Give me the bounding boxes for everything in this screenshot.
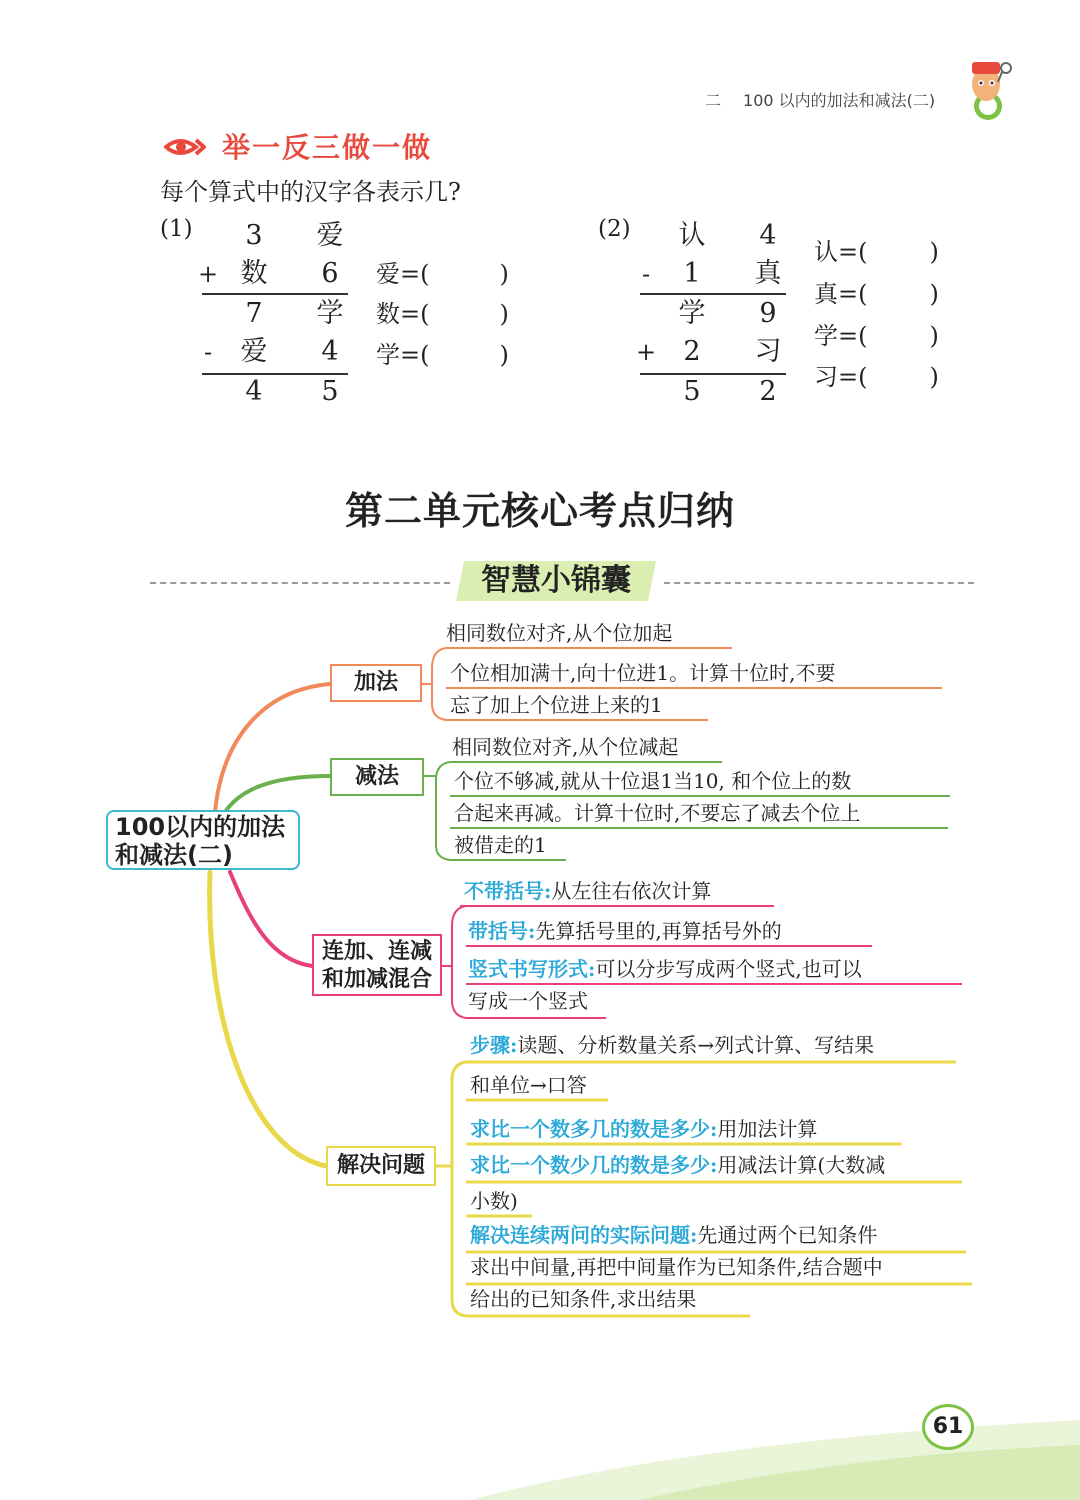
leaf-text	[470, 1032, 874, 1058]
leaf-text: 相同数位对齐,从个位加起	[446, 621, 673, 645]
p1-digit: 6	[321, 258, 339, 289]
leaf-keyword: 带括号:	[468, 919, 536, 943]
problem-1-label: (1)	[160, 216, 193, 242]
leaf-body: 读题、分析数量关系→列式计算、写结果	[517, 1033, 875, 1057]
answer-close: )	[929, 280, 939, 308]
leaf-body: 从左往右依次计算	[551, 879, 712, 903]
p1-digit: 爱	[316, 220, 344, 251]
p2-digit: 4	[759, 220, 777, 251]
p1-op: -	[203, 338, 213, 366]
leaf-text	[470, 1116, 817, 1142]
leaf-text: 被借走的1	[454, 833, 547, 857]
answer-label: 学=(	[814, 322, 868, 350]
node-addition: 加法	[330, 664, 422, 702]
p1-digit: 3	[245, 220, 263, 251]
answer-close: )	[499, 260, 509, 288]
leaf-body: 可以分步写成两个竖式,也可以	[595, 957, 862, 981]
leaf-body: 先通过两个已知条件	[697, 1223, 878, 1247]
node-subtraction: 减法	[330, 758, 424, 796]
answer-close: )	[929, 363, 939, 391]
leaf-text: 求出中间量,再把中间量作为已知条件,结合题中	[470, 1255, 883, 1279]
p1-digit: 5	[321, 376, 339, 407]
p2-digit: 认	[678, 220, 706, 251]
leaf-text: 个位不够减,就从十位退1当10, 和个位上的数	[454, 769, 852, 793]
p2-op: +	[636, 338, 657, 366]
leaf-text	[464, 878, 711, 904]
footer-wave	[0, 1400, 1080, 1500]
p2-digit: 真	[754, 258, 782, 289]
banner-title: 智慧小锦囊	[481, 563, 631, 598]
p2-digit: 学	[678, 298, 706, 329]
leaf-keyword: 解决连续两问的实际问题:	[470, 1223, 698, 1247]
leaf-keyword: 竖式书写形式:	[468, 957, 596, 981]
node-mixed-operations	[312, 934, 442, 996]
p1-digit: 爱	[240, 336, 268, 367]
p1-digit: 数	[240, 258, 268, 289]
leaf-text: 给出的已知条件,求出结果	[470, 1287, 697, 1311]
leaf-text: 写成一个竖式	[468, 989, 588, 1013]
p2-digit: 5	[683, 376, 701, 407]
section-title: 举一反三做一做	[222, 131, 433, 164]
answer-label: 爱=(	[376, 260, 430, 288]
root-line-1: 100以内的加法	[115, 813, 286, 841]
leaf-keyword: 求比一个数多几的数是多少:	[470, 1117, 718, 1141]
node-line: 和加减混合	[321, 967, 432, 992]
page-number: 61	[922, 1404, 974, 1450]
p2-digit: 2	[683, 336, 701, 367]
answer-label: 习=(	[814, 363, 868, 391]
leaf-text	[470, 1152, 885, 1178]
answer-close: )	[929, 322, 939, 350]
p2-digit: 习	[754, 336, 782, 367]
answer-close: )	[499, 300, 509, 328]
node-problem-solving: 解决问题	[326, 1146, 436, 1186]
p1-digit: 7	[245, 298, 263, 329]
answer-close: )	[929, 238, 939, 266]
leaf-text: 相同数位对齐,从个位减起	[452, 735, 679, 759]
leaf-keyword: 求比一个数少几的数是多少:	[470, 1153, 718, 1177]
chapter-number: 二	[705, 91, 722, 110]
question-text: 每个算式中的汉字各表示几?	[160, 178, 461, 206]
answer-label: 学=(	[376, 341, 430, 369]
leaf-text: 个位相加满十,向十位进1。计算十位时,不要	[450, 661, 836, 685]
leaf-keyword: 步骤:	[470, 1033, 518, 1057]
p2-op: -	[641, 260, 651, 288]
mindmap-root	[106, 810, 300, 870]
leaf-keyword: 不带括号:	[464, 879, 552, 903]
leaf-text	[468, 918, 782, 944]
leaf-text: 合起来再减。计算十位时,不要忘了减去个位上	[454, 801, 861, 825]
p2-digit: 2	[759, 376, 777, 407]
leaf-body: 先算括号里的,再算括号外的	[535, 919, 782, 943]
leaf-body: 用减法计算(大数减	[717, 1153, 886, 1177]
answer-label: 数=(	[376, 300, 430, 328]
leaf-text	[468, 956, 862, 982]
answer-label: 认=(	[814, 238, 868, 266]
root-line-2: 和减法(二)	[115, 841, 233, 869]
p2-digit: 9	[759, 298, 777, 329]
chapter-title: 100 以内的加法和减法(二)	[743, 91, 936, 110]
leaf-text: 和单位→口答	[470, 1073, 587, 1097]
unit-title: 第二单元核心考点归纳	[344, 489, 735, 533]
p1-digit: 4	[321, 336, 339, 367]
leaf-text: 忘了加上个位进上来的1	[450, 693, 663, 717]
p2-digit: 1	[683, 258, 701, 289]
node-line: 连加、连减	[321, 939, 432, 964]
problem-2-label: (2)	[598, 216, 631, 242]
p1-digit: 学	[316, 298, 344, 329]
leaf-text	[470, 1222, 877, 1248]
leaf-body: 用加法计算	[717, 1117, 818, 1141]
p1-digit: 4	[245, 376, 263, 407]
p1-op: +	[198, 260, 219, 288]
leaf-text: 小数)	[470, 1189, 518, 1213]
answer-label: 真=(	[814, 280, 868, 308]
answer-close: )	[499, 341, 509, 369]
